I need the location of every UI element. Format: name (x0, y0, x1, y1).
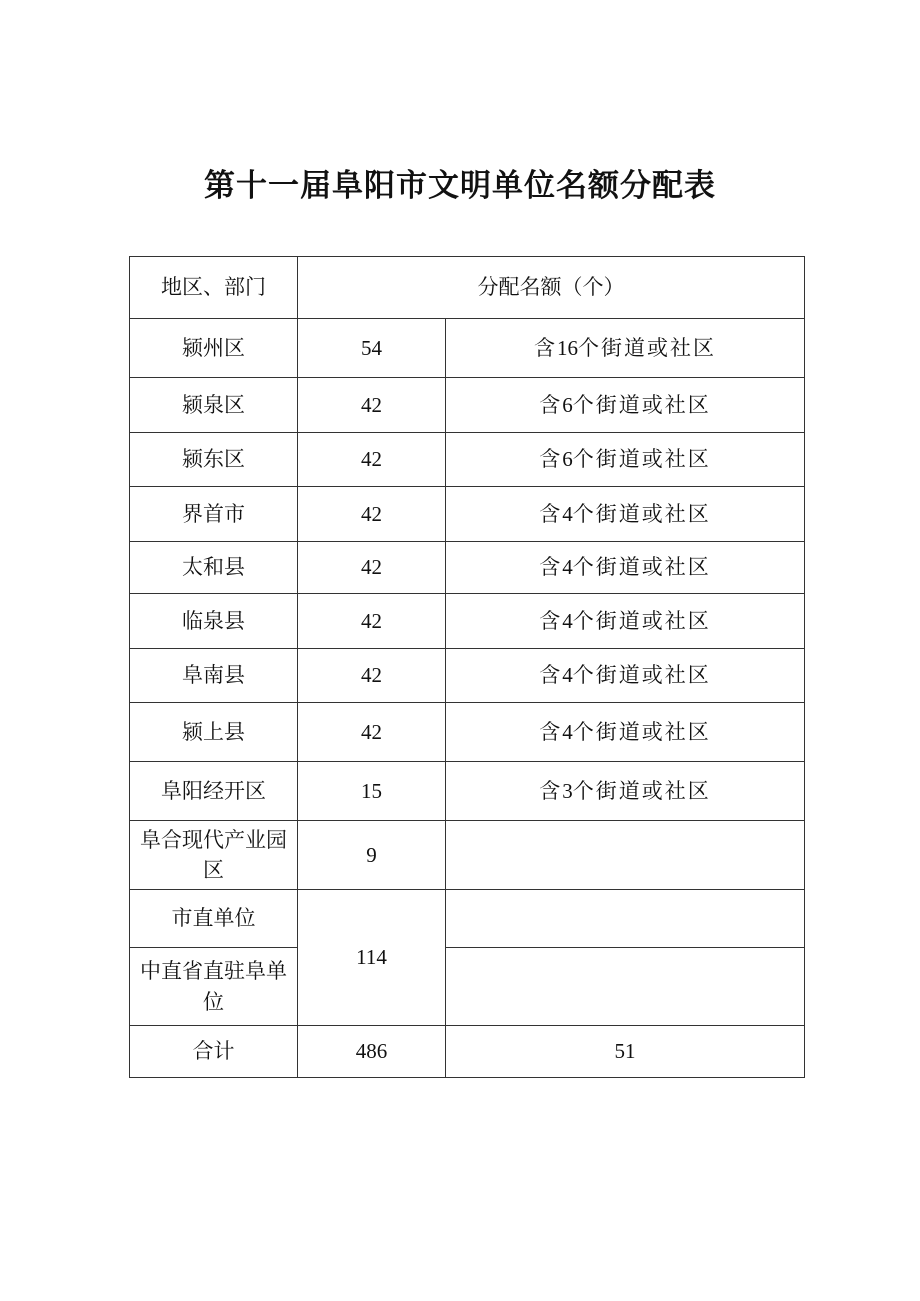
table-row (130, 948, 805, 1026)
region-cell: 颍泉区 (130, 378, 298, 433)
note-number: 3 (562, 778, 573, 803)
quota-cell: 9 (298, 821, 446, 890)
region-cell: 颍州区 (130, 319, 298, 378)
note-cell (446, 649, 805, 703)
quota-cell: 15 (298, 762, 446, 821)
quota-cell: 42 (298, 649, 446, 703)
region-cell: 中直省直驻阜单位 (130, 948, 298, 1026)
note-cell (446, 319, 805, 378)
header-region: 地区、部门 (130, 257, 298, 319)
note-prefix: 含 (539, 608, 563, 633)
note-suffix: 个街道或社区 (572, 608, 711, 633)
quota-allocation-table (129, 256, 805, 1078)
note-number: 16 (557, 335, 578, 360)
quota-cell: 42 (298, 703, 446, 762)
note-number: 6 (562, 392, 573, 417)
table-row (130, 594, 805, 649)
total-note: 51 (446, 1026, 805, 1078)
page-title: 第十一届阜阳市文明单位名额分配表 (204, 168, 716, 204)
region-cell: 阜合现代产业园区 (130, 821, 298, 890)
region-cell: 界首市 (130, 487, 298, 542)
note-cell-empty (446, 890, 805, 948)
note-suffix: 个街道或社区 (572, 663, 711, 688)
header-quota: 分配名额（个） (298, 257, 805, 319)
quota-cell: 42 (298, 378, 446, 433)
total-quota: 486 (298, 1026, 446, 1078)
note-suffix: 个街道或社区 (572, 555, 711, 580)
note-cell (446, 594, 805, 649)
quota-cell: 54 (298, 319, 446, 378)
region-cell: 颍东区 (130, 433, 298, 487)
note-prefix: 含 (534, 335, 557, 360)
note-prefix: 含 (539, 392, 563, 417)
note-prefix: 含 (539, 663, 563, 688)
note-cell (446, 378, 805, 433)
total-label: 合计 (130, 1026, 298, 1078)
note-suffix: 个街道或社区 (578, 335, 716, 360)
table-row (130, 821, 805, 890)
region-cell: 颍上县 (130, 703, 298, 762)
note-cell (446, 487, 805, 542)
table-row (130, 762, 805, 821)
note-cell (446, 762, 805, 821)
note-prefix: 含 (539, 555, 563, 580)
region-cell: 临泉县 (130, 594, 298, 649)
table-row (130, 703, 805, 762)
table-row (130, 378, 805, 433)
table-row (130, 319, 805, 378)
note-suffix: 个街道或社区 (572, 447, 711, 472)
region-cell: 太和县 (130, 542, 298, 594)
note-suffix: 个街道或社区 (572, 501, 711, 526)
note-cell-empty (446, 821, 805, 890)
note-cell (446, 542, 805, 594)
note-cell-empty (446, 948, 805, 1026)
note-number: 4 (562, 719, 573, 744)
region-cell: 阜南县 (130, 649, 298, 703)
region-cell: 阜阳经开区 (130, 762, 298, 821)
table-row (130, 487, 805, 542)
quota-cell: 42 (298, 542, 446, 594)
note-prefix: 含 (539, 501, 563, 526)
quota-cell: 42 (298, 487, 446, 542)
note-prefix: 含 (539, 778, 563, 803)
note-suffix: 个街道或社区 (572, 719, 711, 744)
quota-cell: 42 (298, 594, 446, 649)
note-number: 4 (562, 663, 573, 688)
table-row (130, 649, 805, 703)
note-cell (446, 433, 805, 487)
note-number: 4 (562, 555, 573, 580)
note-number: 4 (562, 501, 573, 526)
note-number: 4 (562, 608, 573, 633)
table-row (130, 890, 805, 948)
merged-quota-cell: 114 (298, 890, 446, 1026)
note-suffix: 个街道或社区 (572, 392, 711, 417)
note-prefix: 含 (539, 447, 563, 472)
total-row (130, 1026, 805, 1078)
table-row (130, 433, 805, 487)
note-cell (446, 703, 805, 762)
table-row (130, 542, 805, 594)
note-prefix: 含 (539, 719, 563, 744)
note-number: 6 (562, 447, 573, 472)
quota-cell: 42 (298, 433, 446, 487)
region-cell: 市直单位 (130, 890, 298, 948)
note-suffix: 个街道或社区 (572, 778, 711, 803)
table-header-row (130, 257, 805, 319)
